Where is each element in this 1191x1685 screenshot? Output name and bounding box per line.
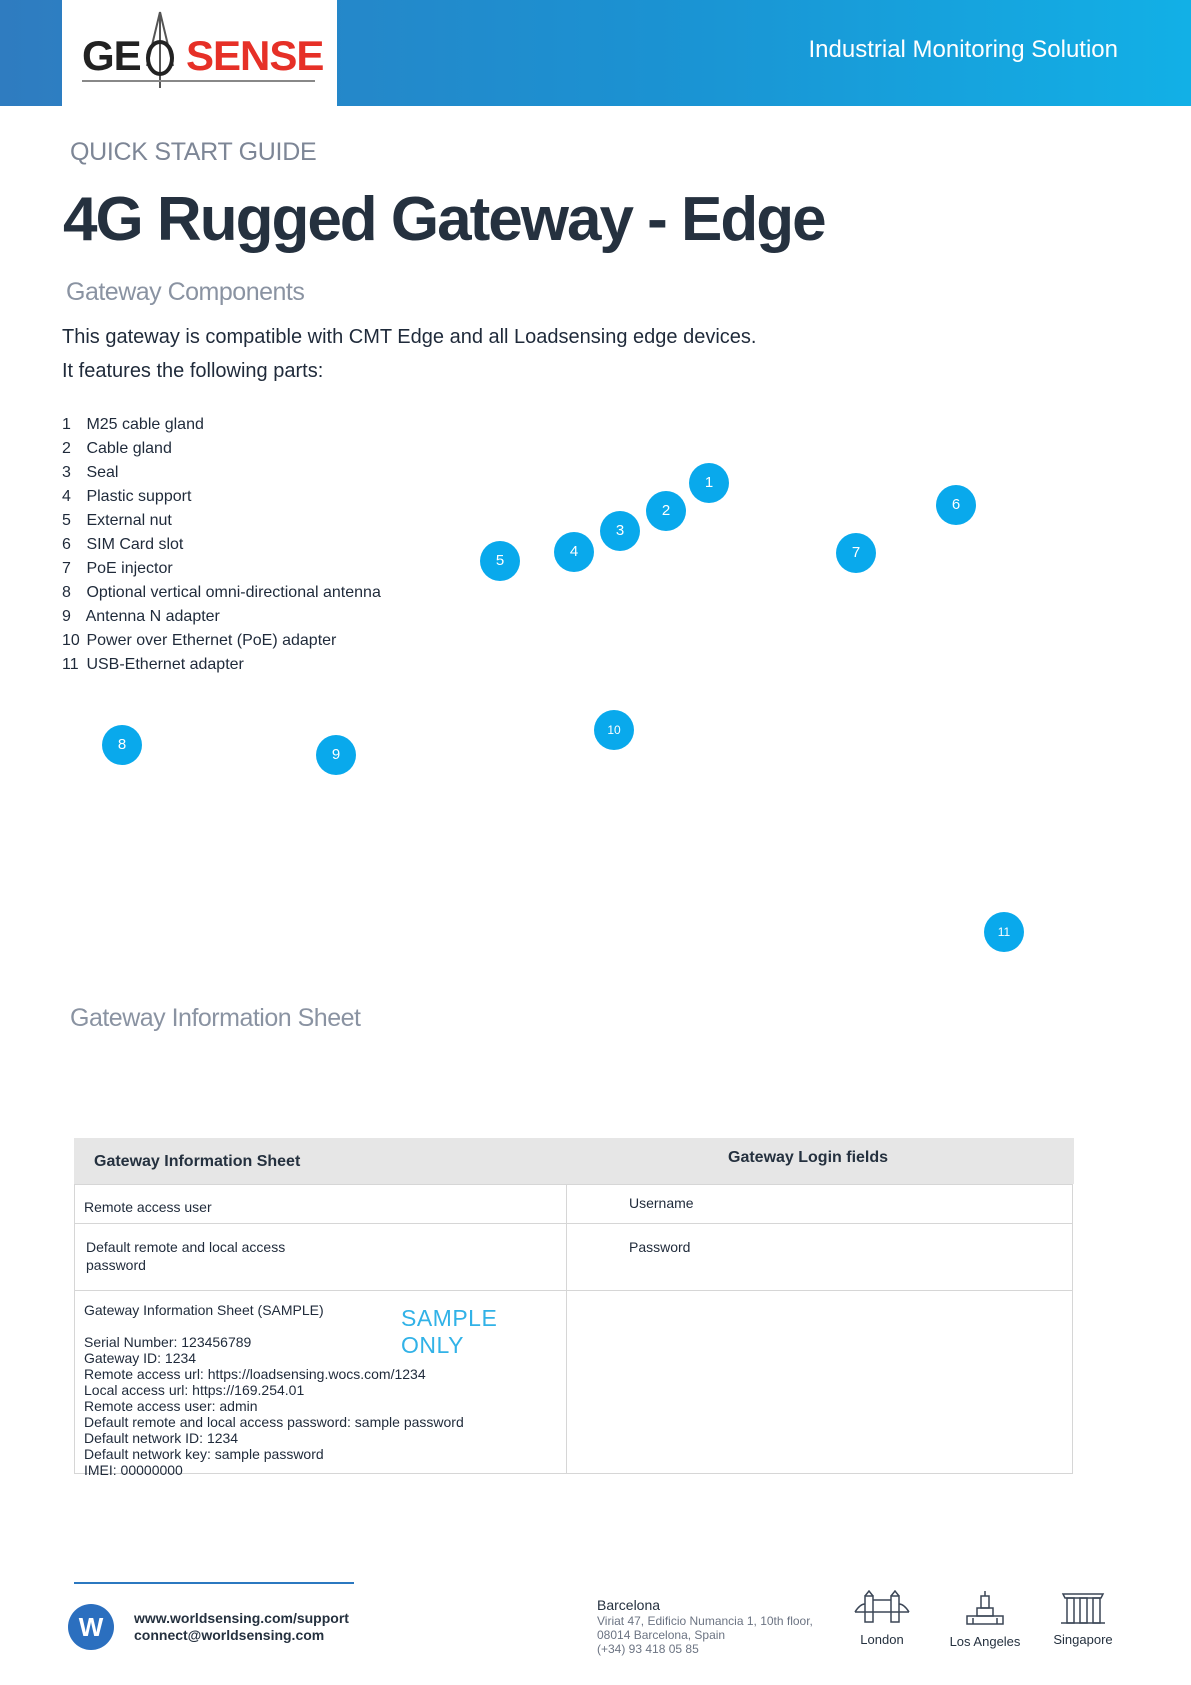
- sample-line: IMEI: 00000000: [84, 1462, 183, 1478]
- callout-marker-4: 4: [554, 532, 594, 572]
- callout-marker-5: 5: [480, 541, 520, 581]
- hq-phone: (+34) 93 418 05 85: [597, 1642, 699, 1656]
- username-field[interactable]: [566, 1184, 1073, 1224]
- page-title: 4G Rugged Gateway - Edge: [63, 185, 825, 254]
- sample-line: Gateway ID: 1234: [84, 1350, 197, 1366]
- list-item: 2 Cable gland: [62, 440, 172, 457]
- sample-line: Default network ID: 1234: [84, 1430, 239, 1446]
- office-label: Singapore: [1053, 1632, 1113, 1647]
- sample-title: Gateway Information Sheet (SAMPLE): [84, 1302, 324, 1318]
- callout-marker-7: 7: [836, 533, 876, 573]
- sample-line: Serial Number: 123456789: [84, 1334, 252, 1350]
- callout-marker-6: 6: [936, 485, 976, 525]
- marina-bay-icon: [1059, 1590, 1107, 1624]
- sample-only-stamp: SAMPLE ONLY: [401, 1305, 498, 1358]
- logo-compass-icon: [141, 10, 179, 90]
- logo-underline: [82, 80, 315, 82]
- hq-address-line: 08014 Barcelona, Spain: [597, 1628, 726, 1642]
- table-header-left: Gateway Information Sheet: [94, 1153, 301, 1170]
- hq-city: Barcelona: [597, 1597, 661, 1613]
- header-tagline: Industrial Monitoring Solution: [808, 36, 1118, 63]
- password-label: Password: [629, 1239, 691, 1255]
- logo-text-sense: SENSE: [186, 32, 324, 79]
- components-heading: Gateway Components: [66, 278, 305, 306]
- document-label: QUICK START GUIDE: [70, 138, 317, 166]
- username-label: Username: [629, 1195, 694, 1211]
- logo-text-ge: GE: [82, 32, 141, 79]
- list-item: 1 M25 cable gland: [62, 416, 204, 433]
- row-label: Remote access user: [84, 1199, 212, 1215]
- password-field[interactable]: [566, 1223, 1073, 1291]
- list-item: 7 PoE injector: [62, 560, 173, 577]
- table-row: [74, 1184, 567, 1224]
- intro-text-2: It features the following parts:: [62, 360, 324, 382]
- table-header: [74, 1138, 1074, 1184]
- office-singapore: [1038, 1590, 1128, 1647]
- geosense-logo: [62, 0, 337, 106]
- tower-bridge-icon: [853, 1590, 911, 1624]
- table-header-right: Gateway Login fields: [728, 1149, 889, 1166]
- intro-text: This gateway is compatible with CMT Edge and all Loadsensing edge devices.: [62, 326, 757, 348]
- sample-line: Default remote and local access password: sample password: [84, 1414, 464, 1430]
- sample-info-cell: [74, 1290, 567, 1478]
- office-london: [837, 1590, 927, 1647]
- row-label: Default remote and local access password: [86, 1239, 286, 1273]
- callout-marker-1: 1: [689, 463, 729, 503]
- callout-marker-10: 10: [594, 710, 634, 750]
- sample-details: [84, 1334, 464, 1478]
- city-hall-icon: [963, 1590, 1007, 1626]
- callout-marker-2: 2: [646, 491, 686, 531]
- office-label: London: [860, 1632, 904, 1647]
- callout-marker-8: 8: [102, 725, 142, 765]
- office-label: Los Angeles: [949, 1634, 1021, 1649]
- list-item: 10 Power over Ethernet (PoE) adapter: [62, 632, 337, 649]
- list-item: 5 External nut: [62, 512, 172, 529]
- list-item: 6 SIM Card slot: [62, 536, 184, 553]
- office-los-angeles: [940, 1590, 1030, 1649]
- hq-address-line: Viriat 47, Edificio Numancia 1, 10th floor,: [597, 1614, 813, 1628]
- list-item: 4 Plastic support: [62, 488, 192, 505]
- sample-empty-cell: [566, 1290, 1073, 1474]
- email-link[interactable]: connect@worldsensing.com: [134, 1627, 325, 1643]
- sample-line: Local access url: https://169.254.01: [84, 1382, 305, 1398]
- footer-divider: [74, 1582, 354, 1584]
- sample-line: Remote access url: https://loadsensing.wocs.com/1234: [84, 1366, 426, 1382]
- callout-marker-3: 3: [600, 511, 640, 551]
- list-item: 8 Optional vertical omni-directional antenna: [62, 584, 381, 601]
- worldsensing-logo-icon: W: [68, 1604, 114, 1650]
- sample-line: Default network key: sample password: [84, 1446, 324, 1462]
- sample-line: Remote access user: admin: [84, 1398, 258, 1414]
- callout-marker-11: 11: [984, 912, 1024, 952]
- parts-list: [62, 413, 381, 677]
- info-sheet-heading: Gateway Information Sheet: [70, 1004, 361, 1032]
- list-item: 3 Seal: [62, 464, 119, 481]
- callout-marker-9: 9: [316, 735, 356, 775]
- info-sheet-table: [74, 1138, 1074, 1478]
- support-link[interactable]: www.worldsensing.com/support: [134, 1610, 349, 1626]
- list-item: 11 USB-Ethernet adapter: [62, 656, 244, 673]
- list-item: 9 Antenna N adapter: [62, 608, 220, 625]
- table-row: [74, 1223, 567, 1291]
